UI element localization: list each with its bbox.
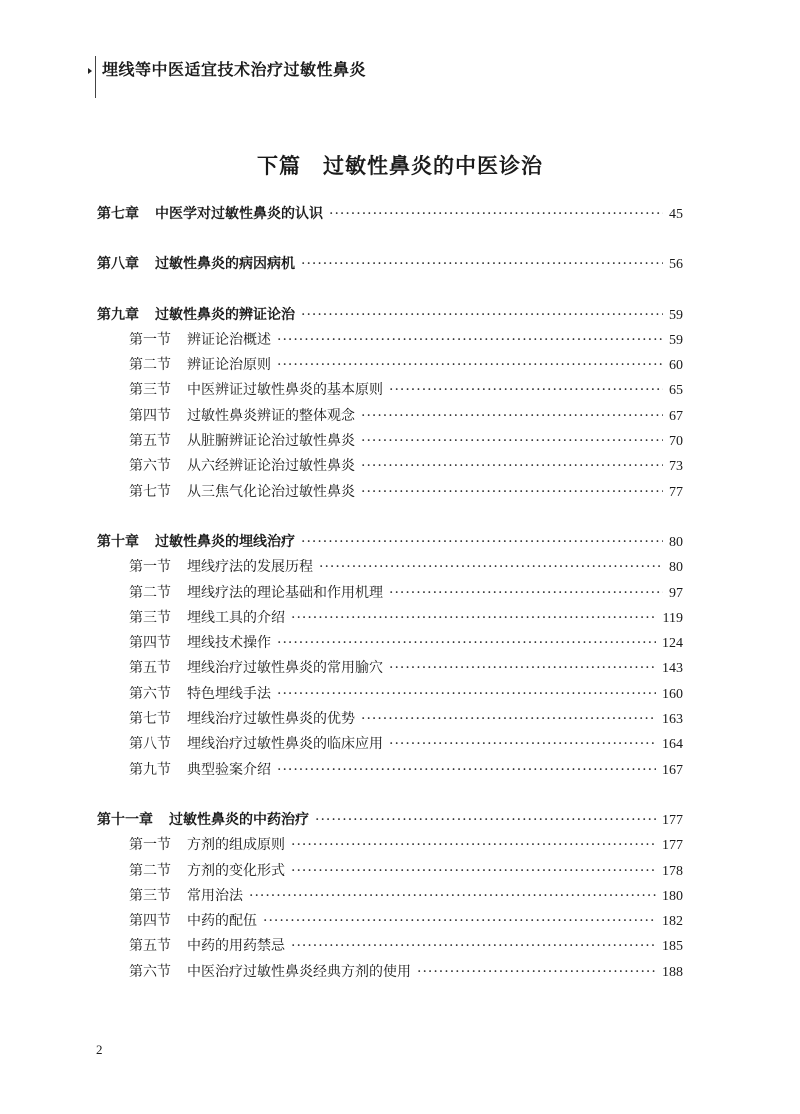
- toc-page-number: 163: [662, 712, 683, 728]
- toc-page-number: 80: [669, 560, 683, 576]
- toc-entry-number: 第五节: [129, 660, 171, 677]
- toc-section-entry[interactable]: [97, 934, 683, 959]
- toc-section-entry[interactable]: [97, 581, 683, 606]
- toc-chapter-entry[interactable]: [97, 202, 683, 227]
- toc-entry-number: 第九节: [129, 761, 171, 778]
- toc-entry-title: 埋线治疗过敏性鼻炎的优势: [187, 711, 355, 728]
- toc-entry-title: 特色埋线手法: [187, 685, 271, 702]
- dot-leader: [291, 833, 656, 858]
- toc-section-entry[interactable]: [97, 555, 683, 580]
- toc-page-number: 167: [662, 762, 683, 778]
- running-head: [88, 56, 366, 98]
- toc-section-entry[interactable]: [97, 631, 683, 656]
- dot-leader: [291, 934, 656, 959]
- toc-entry-title: 辨证论治概述: [187, 331, 271, 348]
- toc-entry-title: 辨证论治原则: [187, 357, 271, 374]
- dot-leader: [277, 631, 656, 656]
- dot-leader: [319, 555, 663, 580]
- toc-entry-title: 中药的用药禁忌: [187, 938, 285, 955]
- toc-section-entry[interactable]: [97, 909, 683, 934]
- part-title: 下篇 过敏性鼻炎的中医诊治: [257, 153, 543, 178]
- toc-entry-number: 第七节: [129, 483, 171, 500]
- toc-page-number: 124: [662, 636, 683, 652]
- toc-section-entry[interactable]: [97, 378, 683, 403]
- toc-entry-number: 第四节: [129, 913, 171, 930]
- dot-leader: [291, 606, 657, 631]
- triangle-marker-icon: [88, 68, 92, 74]
- dot-leader: [417, 960, 656, 985]
- toc-section-entry[interactable]: [97, 884, 683, 909]
- toc-entry-number: 第十章: [97, 533, 139, 550]
- toc-entry-title: 埋线治疗过敏性鼻炎的临床应用: [187, 736, 383, 753]
- toc-entry-number: 第一节: [129, 331, 171, 348]
- toc-page-number: 56: [669, 257, 683, 273]
- toc-section-entry[interactable]: [97, 480, 683, 505]
- toc-section-entry[interactable]: [97, 960, 683, 985]
- dot-leader: [389, 656, 656, 681]
- toc-entry-title: 过敏性鼻炎的中药治疗: [169, 811, 309, 828]
- toc-page-number: 77: [669, 484, 683, 500]
- toc-section-entry[interactable]: [97, 732, 683, 757]
- toc-entry-number: 第三节: [129, 609, 171, 626]
- toc-entry-title: 从脏腑辨证论治过敏性鼻炎: [187, 433, 355, 450]
- toc-entry-title: 埋线疗法的发展历程: [187, 559, 313, 576]
- toc-entry-number: 第四节: [129, 407, 171, 424]
- toc-section-entry[interactable]: [97, 682, 683, 707]
- toc-page-number: 177: [662, 812, 683, 828]
- dot-leader: [315, 808, 656, 833]
- toc-entry-number: 第三节: [129, 887, 171, 904]
- dot-leader: [329, 202, 663, 227]
- toc-entry-title: 埋线工具的介绍: [187, 609, 285, 626]
- toc-entry-title: 典型验案介绍: [187, 761, 271, 778]
- toc-chapter-entry[interactable]: [97, 530, 683, 555]
- toc-entry-title: 中医治疗过敏性鼻炎经典方剂的使用: [187, 963, 411, 980]
- toc-entry-number: 第五节: [129, 433, 171, 450]
- toc-page-number: 67: [669, 408, 683, 424]
- toc-section-entry[interactable]: [97, 707, 683, 732]
- toc-entry-title: 中医学对过敏性鼻炎的认识: [155, 206, 323, 222]
- toc-entry-number: 第六节: [129, 685, 171, 702]
- toc-entry-title: 过敏性鼻炎的埋线治疗: [155, 533, 295, 550]
- toc-page-number: 182: [662, 914, 683, 930]
- toc-entry-number: 第八节: [129, 736, 171, 753]
- toc-entry-number: 第八章: [97, 256, 139, 273]
- toc-page-number: 59: [669, 332, 683, 348]
- toc-entry-number: 第四节: [129, 635, 171, 652]
- book-title: 埋线等中医适宜技术治疗过敏性鼻炎: [102, 60, 367, 79]
- toc-page-number: 185: [662, 939, 683, 955]
- toc-page-number: 73: [669, 459, 683, 475]
- toc-section-entry[interactable]: [97, 353, 683, 378]
- toc-section-entry[interactable]: [97, 328, 683, 353]
- toc-entry-title: 过敏性鼻炎辨证的整体观念: [187, 407, 355, 424]
- toc-page-number: 59: [669, 307, 683, 323]
- toc-entry-number: 第三节: [129, 382, 171, 399]
- dot-leader: [263, 909, 656, 934]
- toc-entry-number: 第七章: [97, 206, 139, 222]
- toc-entry-title: 方剂的组成原则: [187, 837, 285, 854]
- header-divider: [95, 56, 96, 98]
- dot-leader: [389, 732, 656, 757]
- toc-section-entry[interactable]: [97, 454, 683, 479]
- toc-entry-number: 第十一章: [97, 811, 153, 828]
- toc-page-number: 177: [662, 838, 683, 854]
- dot-leader: [301, 530, 663, 555]
- toc-section-entry[interactable]: [97, 758, 683, 783]
- toc-page-number: 60: [669, 358, 683, 374]
- toc-section-entry[interactable]: [97, 656, 683, 681]
- toc-entry-title: 过敏性鼻炎的病因病机: [155, 256, 295, 273]
- dot-leader: [361, 454, 663, 479]
- toc-page-number: 80: [669, 534, 683, 550]
- toc-entry-number: 第一节: [129, 837, 171, 854]
- toc-entry-number: 第七节: [129, 711, 171, 728]
- dot-leader: [291, 859, 656, 884]
- toc-entry-title: 过敏性鼻炎的辨证论治: [155, 306, 295, 323]
- dot-leader: [301, 303, 663, 328]
- toc-page-number: 160: [662, 686, 683, 702]
- toc-section-entry[interactable]: [97, 404, 683, 429]
- toc-chapter-entry[interactable]: [97, 252, 683, 277]
- dot-leader: [277, 758, 656, 783]
- toc-entry-number: 第二节: [129, 357, 171, 374]
- dot-leader: [301, 252, 663, 277]
- toc-section-entry[interactable]: [97, 429, 683, 454]
- toc-page-number: 65: [669, 383, 683, 399]
- toc-page-number: 178: [662, 863, 683, 879]
- dot-leader: [389, 581, 663, 606]
- toc-page-number: 188: [662, 964, 683, 980]
- toc-entry-title: 埋线疗法的理论基础和作用机理: [187, 584, 383, 601]
- toc-entry-title: 常用治法: [187, 887, 243, 904]
- dot-leader: [249, 884, 656, 909]
- dot-leader: [361, 429, 663, 454]
- toc-entry-number: 第六节: [129, 963, 171, 980]
- toc-page-number: 180: [662, 888, 683, 904]
- toc-chapter-entry[interactable]: [97, 303, 683, 328]
- dot-leader: [361, 707, 656, 732]
- toc-entry-title: 从六经辨证论治过敏性鼻炎: [187, 458, 355, 475]
- toc-page-number: 70: [669, 434, 683, 450]
- dot-leader: [361, 480, 663, 505]
- toc-entry-title: 方剂的变化形式: [187, 862, 285, 879]
- table-of-contents: [97, 202, 683, 985]
- toc-entry-title: 埋线技术操作: [187, 635, 271, 652]
- toc-page-number: 45: [669, 207, 683, 222]
- toc-page-number: 143: [662, 661, 683, 677]
- toc-entry-title: 中药的配伍: [187, 913, 257, 930]
- toc-entry-number: 第二节: [129, 584, 171, 601]
- toc-entry-number: 第六节: [129, 458, 171, 475]
- toc-chapter-entry[interactable]: [97, 808, 683, 833]
- toc-entry-number: 第一节: [129, 559, 171, 576]
- dot-leader: [277, 353, 663, 378]
- dot-leader: [361, 404, 663, 429]
- toc-section-entry[interactable]: [97, 833, 683, 858]
- toc-section-entry[interactable]: [97, 606, 683, 631]
- toc-page-number: 164: [662, 737, 683, 753]
- page-number: 2: [96, 1042, 103, 1057]
- dot-leader: [277, 682, 656, 707]
- toc-section-entry[interactable]: [97, 859, 683, 884]
- toc-entry-title: 中医辨证过敏性鼻炎的基本原则: [187, 382, 383, 399]
- toc-page-number: 97: [669, 585, 683, 601]
- toc-entry-title: 从三焦气化论治过敏性鼻炎: [187, 483, 355, 500]
- toc-entry-number: 第二节: [129, 862, 171, 879]
- toc-page-number: 119: [662, 610, 683, 626]
- toc-entry-number: 第九章: [97, 306, 139, 323]
- dot-leader: [389, 378, 663, 403]
- dot-leader: [277, 328, 663, 353]
- toc-entry-number: 第五节: [129, 938, 171, 955]
- toc-entry-title: 埋线治疗过敏性鼻炎的常用腧穴: [187, 660, 383, 677]
